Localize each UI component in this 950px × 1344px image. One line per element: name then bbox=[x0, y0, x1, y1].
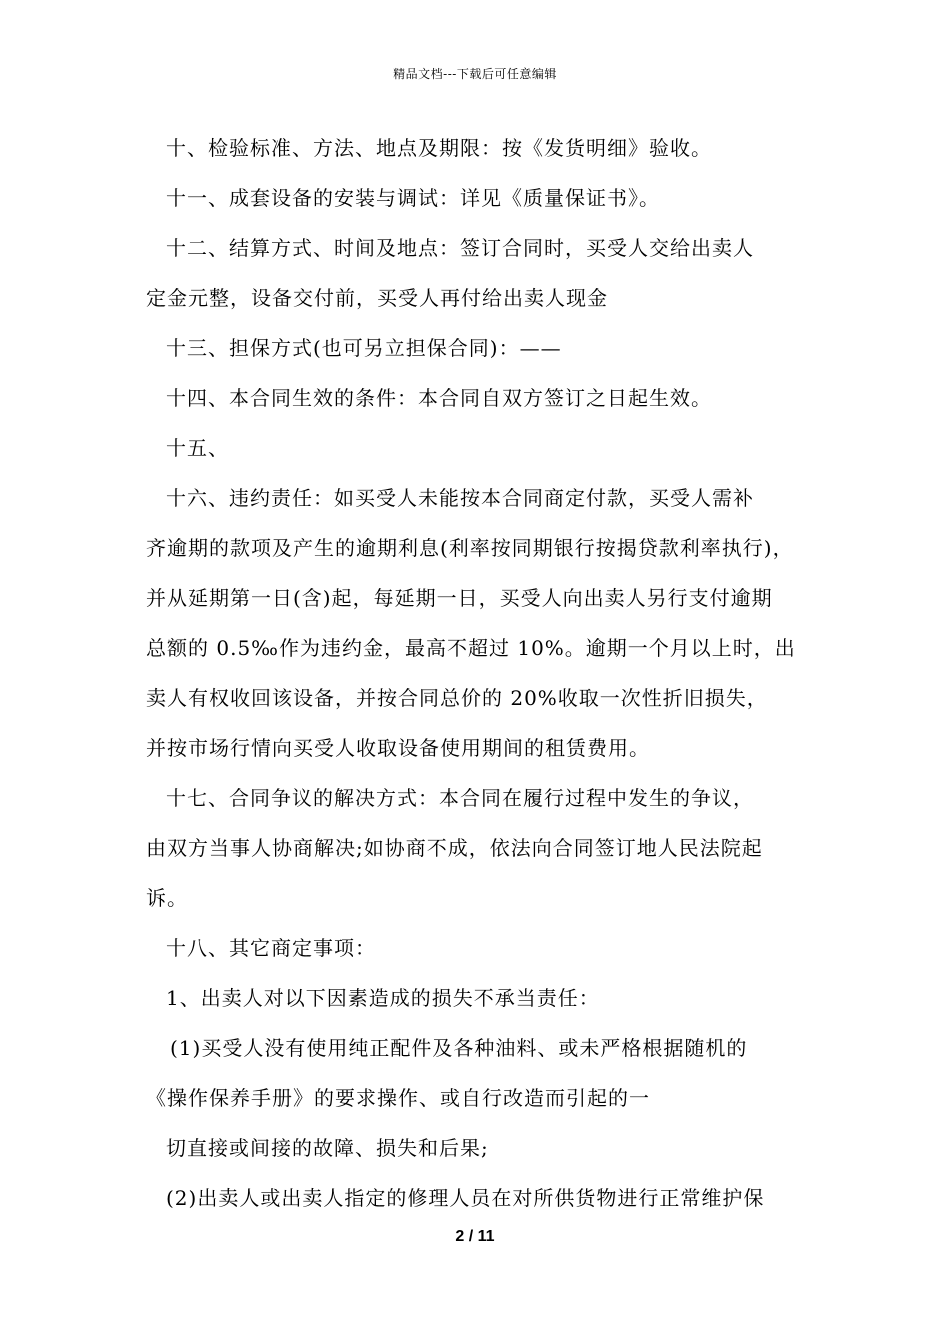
body-line: 《操作保养手册》的要求操作、或自行改造而引起的一 bbox=[146, 1086, 650, 1110]
body-line: 十一、成套设备的安装与调试：详见《质量保证书》。 bbox=[166, 186, 660, 210]
body-line: 十七、合同争议的解决方式：本合同在履行过程中发生的争议， bbox=[166, 786, 754, 810]
body-line: 总额的 0.5‰作为违约金，最高不超过 10%。逾期一个月以上时，出 bbox=[146, 636, 796, 660]
body-line: 诉。 bbox=[146, 886, 188, 910]
body-line: 1、出卖人对以下因素造成的损失不承当责任： bbox=[166, 986, 600, 1010]
body-line: 并从延期第一日(含)起，每延期一日，买受人向出卖人另行支付逾期 bbox=[146, 586, 773, 610]
body-line: 齐逾期的款项及产生的逾期利息(利率按同期银行按揭贷款利率执行)， bbox=[146, 536, 794, 560]
body-line: 并按市场行情向买受人收取设备使用期间的租赁费用。 bbox=[146, 736, 650, 760]
document-header: 精品文档---下载后可任意编辑 bbox=[393, 67, 557, 81]
body-line: 定金元整，设备交付前，买受人再付给出卖人现金 bbox=[146, 286, 608, 310]
body-line: 十六、违约责任：如买受人未能按本合同商定付款，买受人需补 bbox=[166, 486, 754, 510]
body-line: 十八、其它商定事项： bbox=[166, 936, 376, 960]
body-line: (1)买受人没有使用纯正配件及各种油料、或未严格根据随机的 bbox=[170, 1036, 748, 1060]
body-line: 切直接或间接的故障、损失和后果; bbox=[166, 1136, 489, 1160]
body-line: 由双方当事人协商解决;如协商不成，依法向合同签订地人民法院起 bbox=[146, 836, 763, 860]
body-line: 十四、本合同生效的条件：本合同自双方签订之日起生效。 bbox=[166, 386, 712, 410]
body-line: (2)出卖人或出卖人指定的修理人员在对所供货物进行正常维护保 bbox=[166, 1186, 765, 1210]
page-number: 2 / 11 bbox=[455, 1228, 495, 1245]
body-line: 十二、结算方式、时间及地点：签订合同时，买受人交给出卖人 bbox=[166, 236, 754, 260]
body-line: 十、检验标准、方法、地点及期限：按《发货明细》验收。 bbox=[166, 136, 712, 160]
body-line: 十三、担保方式(也可另立担保合同)：—— bbox=[166, 336, 562, 360]
body-line: 十五、 bbox=[166, 436, 229, 460]
body-line: 卖人有权收回该设备，并按合同总价的 20%收取一次性折旧损失， bbox=[146, 686, 768, 710]
